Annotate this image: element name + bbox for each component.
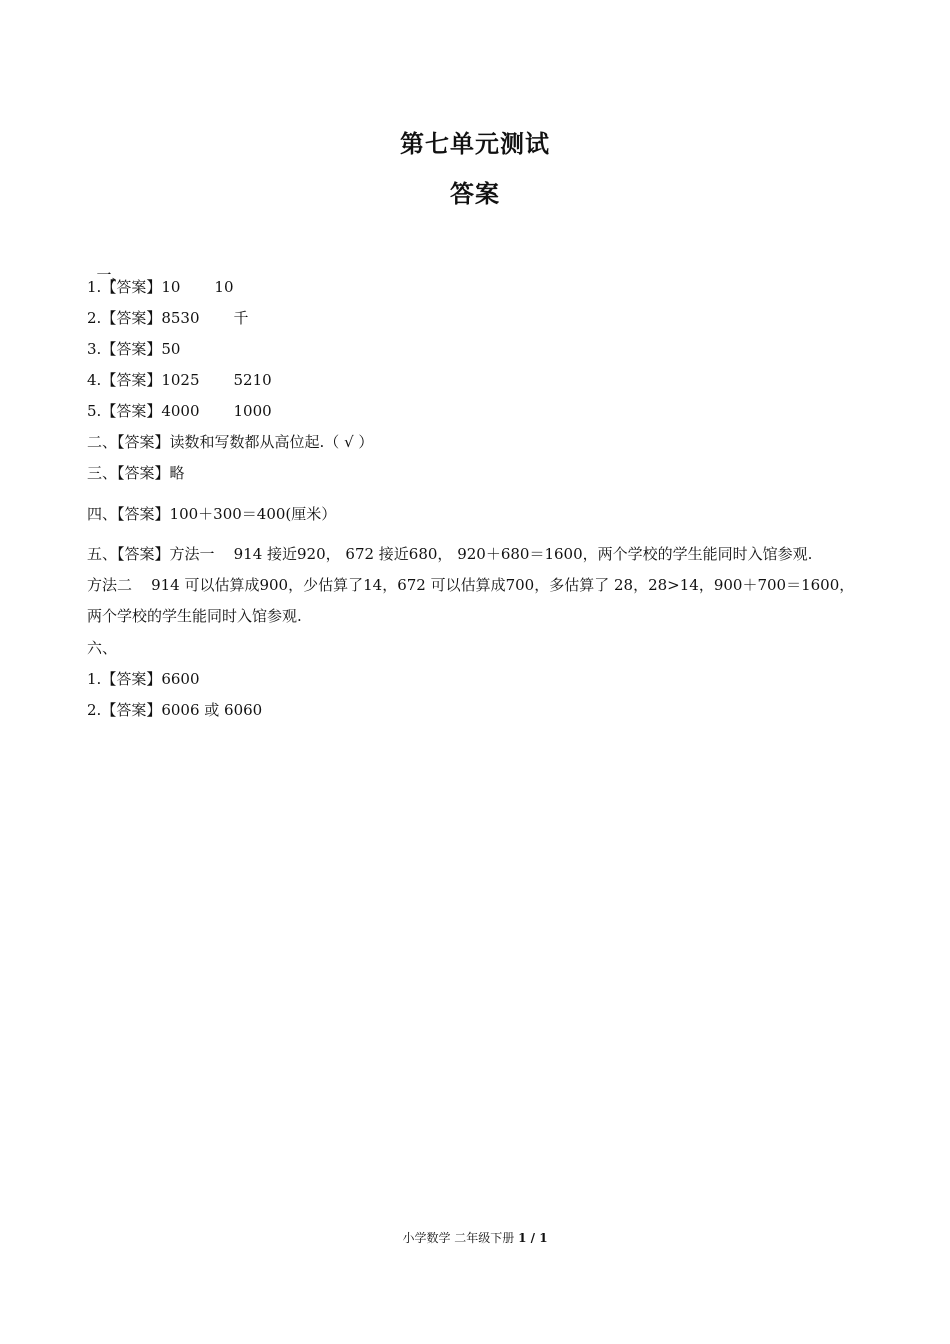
answer-value: 1000 (233, 402, 272, 420)
page-subtitle: 答案 (450, 180, 500, 208)
item-number: 3. (87, 340, 102, 358)
answer-value: 千 (233, 309, 249, 327)
answer-3 (87, 463, 185, 483)
item-number: 2. (87, 309, 102, 327)
answer-1-1 (87, 277, 234, 297)
answer-value: 5210 (233, 371, 272, 389)
answer-1-3 (87, 339, 180, 359)
answer-value: 6006 或 6060 (161, 701, 263, 719)
item-number: 1. (87, 670, 102, 688)
item-number: 1. (87, 278, 102, 296)
answer-1-4 (87, 370, 272, 390)
section-label: 一、 (96, 266, 127, 284)
answer-tag: 【答案】 (101, 670, 162, 688)
answer-value: 6600 (161, 670, 200, 688)
answer-5-line-2 (87, 575, 854, 595)
page-footer (0, 1229, 950, 1246)
answer-tag: 【答案】 (101, 340, 162, 358)
answer-text: 方法一 914 接近920， 672 接近680， 920＋680＝1600，两个学校的学生能同时入馆参观. (169, 545, 813, 563)
answer-value: 10 (161, 278, 181, 296)
answer-value: 4000 (161, 402, 200, 420)
answer-text: 方法二 914 可以估算成900，少估算了14，672 可以估算成700，多估算了 28，28>14，900＋700＝1600， (87, 576, 855, 594)
answer-6-1 (87, 669, 200, 689)
answer-tag: 【答案】 (101, 309, 162, 327)
answer-6-2 (87, 700, 262, 720)
answer-4 (87, 504, 336, 524)
section-6-label (87, 638, 117, 658)
answer-5-line-3 (87, 606, 302, 626)
answer-value: 10 (214, 278, 234, 296)
section-label: 二、 (87, 433, 118, 451)
item-number: 5. (87, 402, 102, 420)
answer-tag: 【答案】 (101, 402, 162, 420)
answer-text: 略 (169, 464, 185, 482)
answer-2 (87, 432, 373, 452)
answer-value: 8530 (161, 309, 200, 327)
answer-5-line-1 (87, 544, 812, 564)
answer-tag: 【答案】 (101, 701, 162, 719)
answer-tag: 【答案】 (117, 464, 170, 482)
item-number: 2. (87, 701, 102, 719)
answer-tag: 【答案】 (101, 371, 162, 389)
section-label: 五、 (87, 545, 118, 563)
page-title: 第七单元测试 (400, 130, 550, 158)
answer-1-5 (87, 401, 272, 421)
answer-value: 50 (161, 340, 181, 358)
answer-tag: 【答案】 (101, 278, 162, 296)
answer-text: 100＋300＝400(厘米） (169, 505, 337, 523)
answer-1-2 (87, 308, 249, 328)
answer-tag: 【答案】 (117, 505, 170, 523)
page-number: 1 / 1 (518, 1231, 548, 1245)
answer-value: 1025 (161, 371, 200, 389)
section-label: 三、 (87, 464, 118, 482)
answer-tag: 【答案】 (117, 545, 170, 563)
answer-text: 两个学校的学生能同时入馆参观. (87, 607, 302, 625)
answer-text: 读数和写数都从高位起.（ √ ） (169, 433, 374, 451)
section-label: 四、 (87, 505, 118, 523)
footer-text: 小学数学 二年级下册 (402, 1231, 515, 1245)
answer-tag: 【答案】 (117, 433, 170, 451)
item-number: 4. (87, 371, 102, 389)
section-label: 六、 (87, 639, 118, 657)
